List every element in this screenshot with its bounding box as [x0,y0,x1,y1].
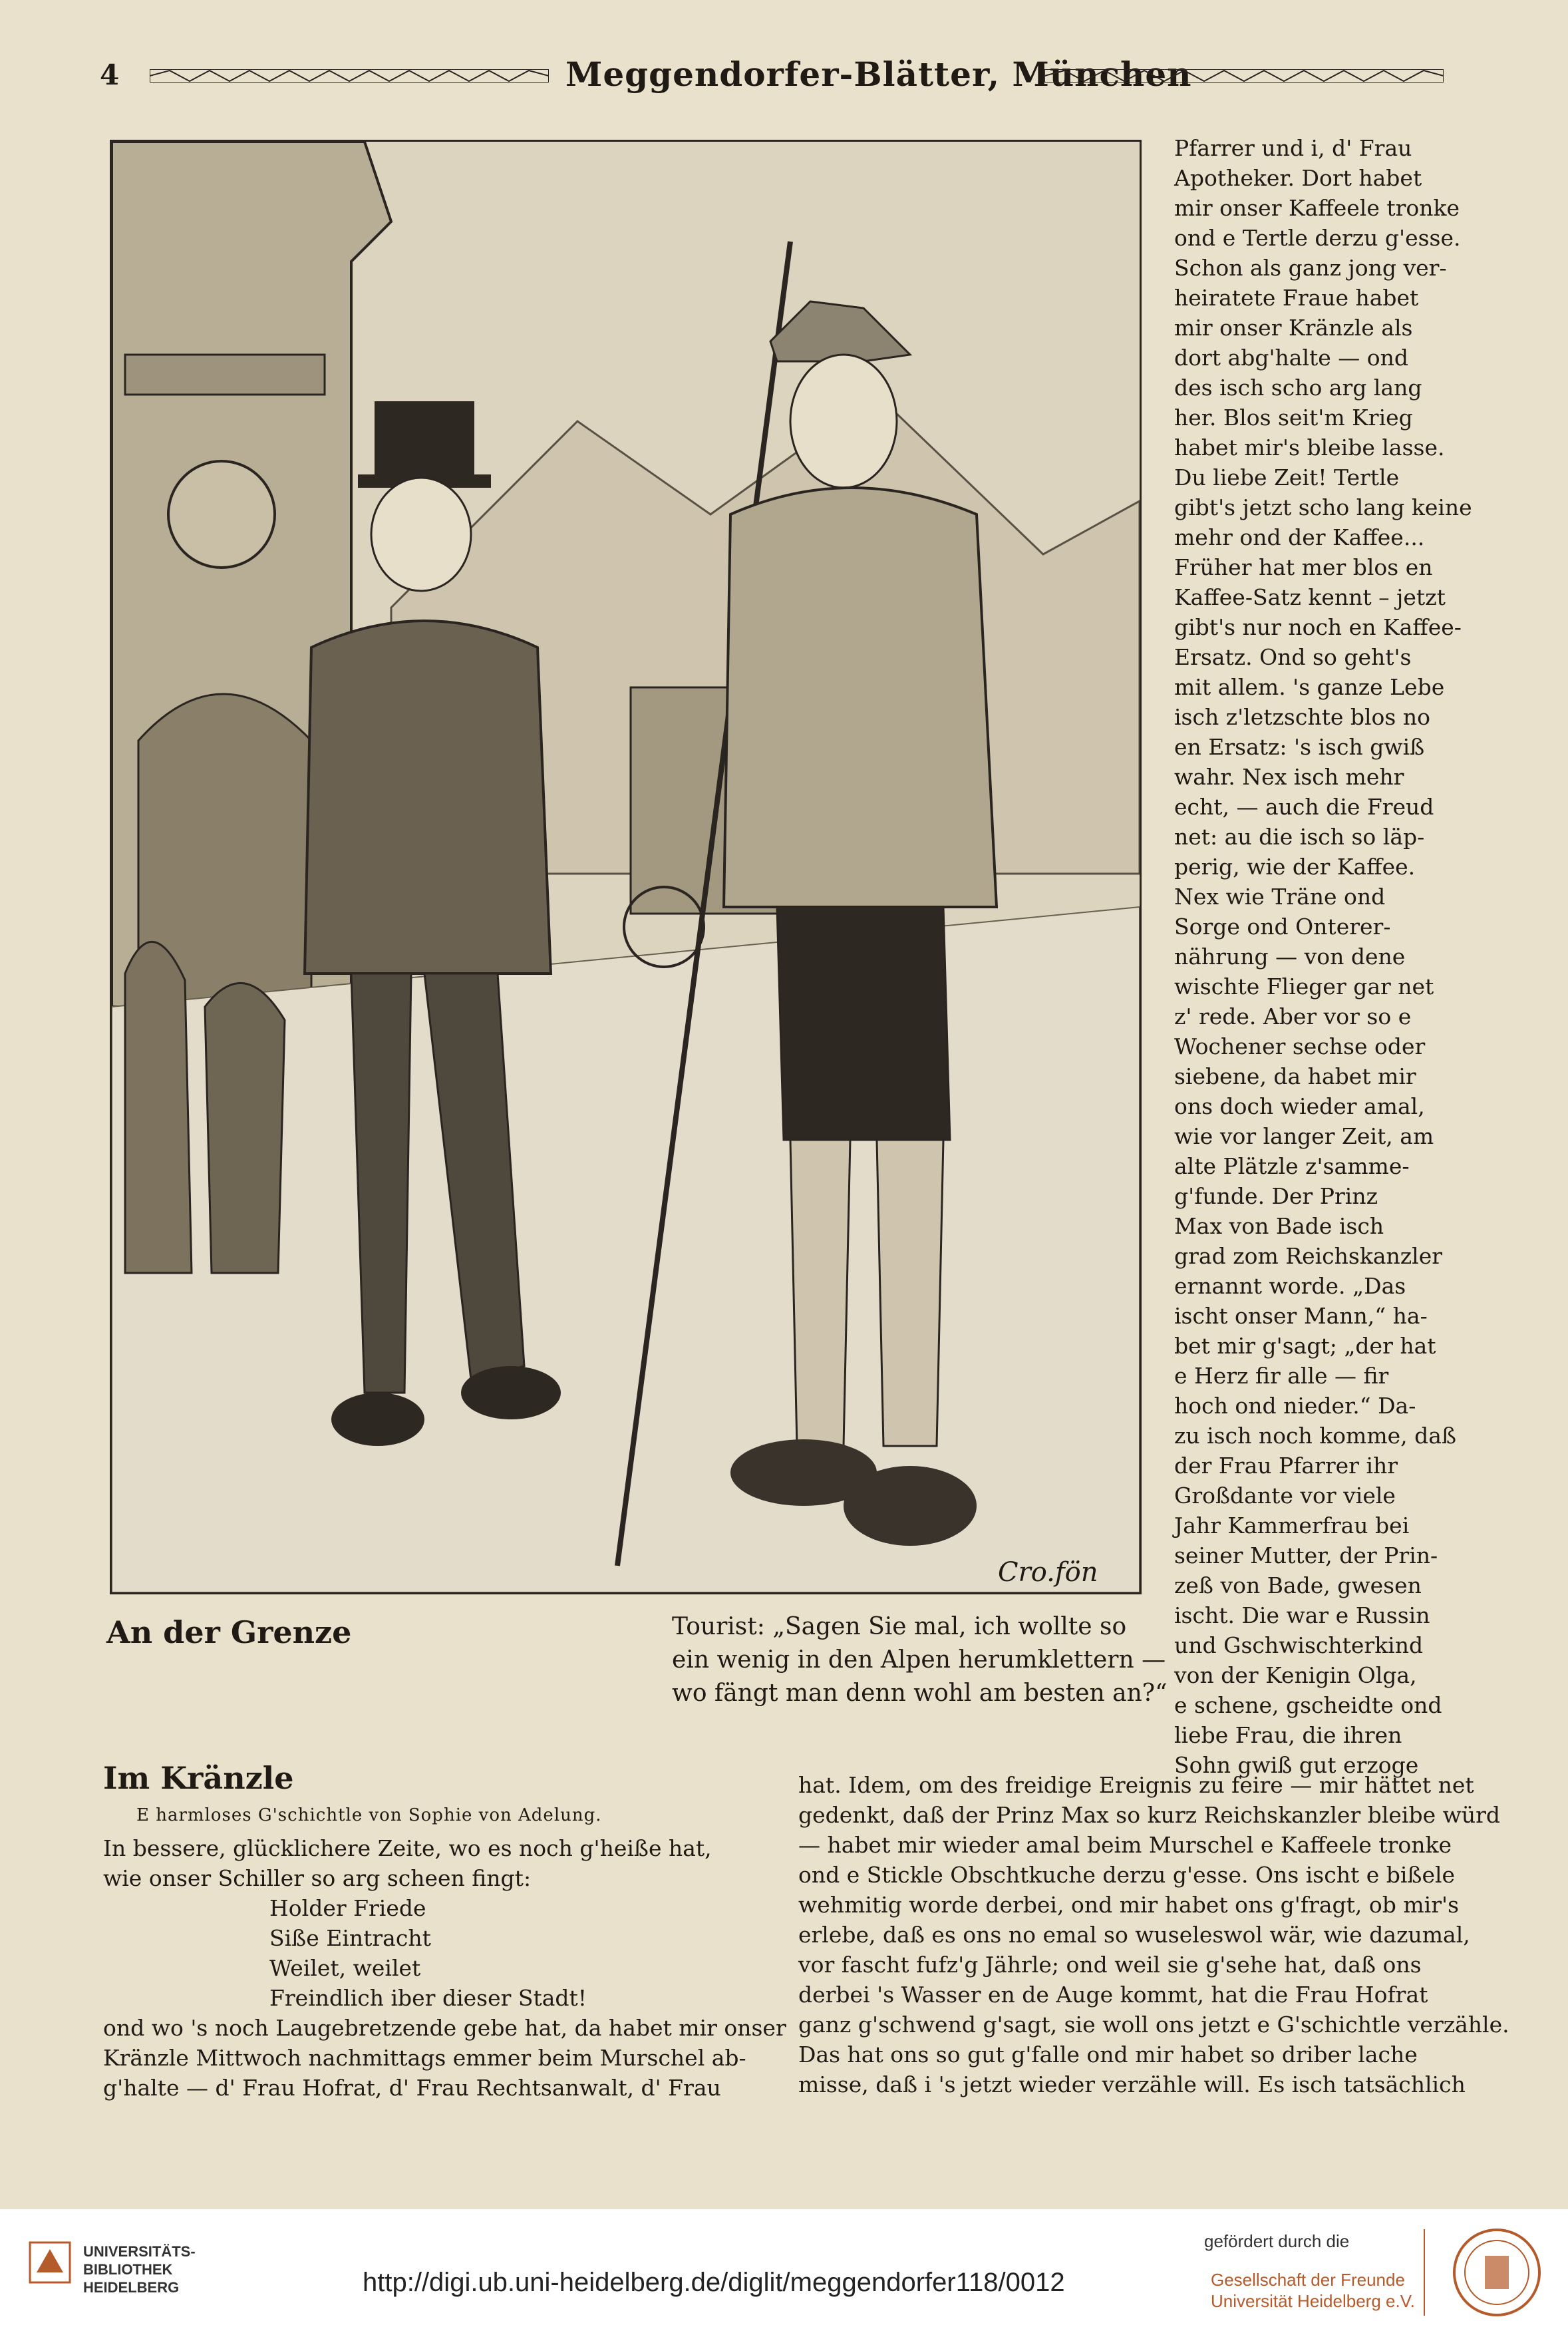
caption-line: ein wenig in den Alpen herumklettern — [672,1646,1166,1674]
story-body [103,1833,786,2103]
column-line: seiner Mutter, der Prin- [1174,1542,1438,1568]
column-line: gibt's nur noch en Kaffee- [1174,614,1462,640]
column-line: Früher hat mer blos en [1174,554,1433,580]
story-line: wie onser Schiller so arg scheen fingt: [103,1865,532,1891]
artist-signature: Cro.fön [998,1557,1098,1588]
cartoon-caption-dialog [672,1610,1168,1710]
column-line: hoch ond nieder.“ Da- [1174,1393,1416,1419]
column-line: Kaffee-Satz kennt – jetzt [1174,584,1446,610]
column-line: erlebe, daß es ons no emal so wuseleswol wär, wie dazumal, [798,1922,1470,1948]
digitization-footer [0,2209,1568,2331]
column-line: Apotheker. Dort habet [1174,165,1422,191]
column-line: der Frau Pfarrer ihr [1174,1453,1398,1479]
poem-line: Weilet, weilet [269,1955,421,1981]
library-name-line: BIBLIOTHEK [83,2261,173,2278]
column-line: Ersatz. Ond so geht's [1174,644,1412,670]
column-line: zeß von Bade, gwesen [1174,1572,1422,1598]
bottom-right-text-column [798,1770,1509,2099]
column-line: wehmitig worde derbei, ond mir habet ons g'fragt, ob mir's [798,1892,1460,1918]
column-line: von der Kenigin Olga, [1174,1662,1417,1688]
cartoon-drawing [112,142,1140,1592]
column-line: Jahr Kammerfrau bei [1174,1513,1410,1538]
right-text-column [1174,133,1472,1780]
column-line: heiratete Fraue habet [1174,285,1419,311]
poem-line: Siße Eintracht [269,1925,431,1951]
sponsor-name [1211,2269,1415,2312]
column-line: e schene, gscheidte ond [1174,1692,1442,1718]
permalink-url[interactable]: http://digi.ub.uni-heidelberg.de/diglit/meggendorfer118/0012 [363,2268,1065,2297]
column-line: Nex wie Träne ond [1174,884,1386,910]
column-line: ernannt worde. „Das [1174,1273,1406,1299]
column-line: habet mir's bleibe lasse. [1174,435,1445,460]
poem-line: Holder Friede [269,1895,426,1921]
column-line: alte Plätzle z'samme- [1174,1153,1410,1179]
column-line: en Ersatz: 's isch gwiß [1174,734,1425,760]
column-line: nährung — von dene [1174,944,1406,970]
university-seal-icon [1450,2226,1543,2319]
column-line: mir onser Kaffeele tronke [1174,195,1460,221]
column-line: siebene, da habet mir [1174,1063,1416,1089]
sponsor-name-line: Universität Heidelberg e.V. [1211,2291,1415,2311]
story-line: g'halte — d' Frau Hofrat, d' Frau Rechtsanwalt, d' Frau [103,2075,721,2101]
column-line: und Gschwischterkind [1174,1632,1424,1658]
column-line: mit allem. 's ganze Lebe [1174,674,1445,700]
story-byline: E harmloses G'schichtle von Sophie von Adelung. [136,1805,602,1825]
story-line: In bessere, glücklichere Zeite, wo es noch g'heiße hat, [103,1835,712,1861]
story-line: Kränzle Mittwoch nachmittags emmer beim Murschel ab- [103,2045,746,2071]
column-line: derbei 's Wasser en de Auge kommt, hat die Frau Hofrat [798,1982,1428,2008]
footer-divider [1424,2229,1425,2316]
column-line: Schon als ganz jong ver- [1174,255,1447,281]
column-line: Pfarrer und i, d' Frau [1174,135,1412,161]
column-line: Sohn gwiß gut erzoge [1174,1752,1419,1778]
column-line: mir onser Kränzle als [1174,315,1413,341]
column-line: Das hat ons so gut g'falle ond mir habet so driber lache [798,2042,1418,2067]
column-line: mehr ond der Kaffee... [1174,524,1425,550]
column-line: Wochener sechse oder [1174,1033,1426,1059]
header-ornament-left [150,69,549,83]
column-line: perig, wie der Kaffee. [1174,854,1416,880]
column-line: wie vor langer Zeit, am [1174,1123,1434,1149]
column-line: ond e Stickle Obschtkuche derzu g'esse. Ons ischt e bißele [798,1862,1456,1888]
cartoon-illustration [110,140,1142,1594]
column-line: wahr. Nex isch mehr [1174,764,1404,790]
caption-line: wo fängt man denn wohl am besten an?“ [672,1680,1168,1707]
column-line: zu isch noch komme, daß [1174,1423,1456,1449]
masthead-title: Meggendorfer-Blätter, München [565,55,1192,94]
column-line: hat. Idem, om des freidige Ereignis zu feire — mir hättet net [798,1772,1474,1798]
column-line: ganz g'schwend g'sagt, sie woll ons jetzt e G'schichtle verzähle. [798,2012,1509,2038]
column-line: g'funde. Der Prinz [1174,1183,1378,1209]
column-line: Sorge ond Onterer- [1174,914,1391,940]
column-line: ons doch wieder amal, [1174,1093,1425,1119]
library-name-line: HEIDELBERG [83,2279,180,2296]
column-line: net: au die isch so läp- [1174,824,1425,850]
university-library-logo-icon [27,2239,73,2286]
column-line: gibt's jetzt scho lang keine [1174,494,1472,520]
sponsor-name-line: Gesellschaft der Freunde [1211,2270,1405,2290]
story-title: Im Kränzle [103,1760,294,1796]
page-number: 4 [100,59,120,91]
column-line: echt, — auch die Freud [1174,794,1434,820]
column-line: gedenkt, daß der Prinz Max so kurz Reichskanzler bleibe würd [798,1802,1501,1828]
column-line: bet mir g'sagt; „der hat [1174,1333,1436,1359]
column-line: des isch scho arg lang [1174,375,1422,401]
library-name-line: UNIVERSITÄTS- [83,2243,196,2260]
cartoon-caption-title: An der Grenze [106,1614,352,1650]
column-line: liebe Frau, die ihren [1174,1722,1402,1748]
column-line: ond e Tertle derzu g'esse. [1174,225,1461,251]
column-line: — habet mir wieder amal beim Murschel e Kaffeele tronke [798,1832,1452,1858]
header-ornament-right [1044,69,1444,83]
caption-line: Tourist: „Sagen Sie mal, ich wollte so [672,1613,1127,1640]
poem-line: Freindlich iber dieser Stadt! [269,1985,587,2011]
column-line: grad zom Reichskanzler [1174,1243,1442,1269]
column-line: ischt. Die war e Russin [1174,1602,1430,1628]
sponsor-label: gefördert durch die [1204,2231,1350,2251]
column-line: e Herz fir alle — fir [1174,1363,1389,1389]
column-line: isch z'letzschte blos no [1174,704,1430,730]
column-line: ischt onser Mann,“ ha- [1174,1303,1428,1329]
column-line: misse, daß i 's jetzt wieder verzähle will. Es isch tatsächlich [798,2071,1466,2097]
column-line: dort abg'halte — ond [1174,345,1409,371]
column-line: Max von Bade isch [1174,1213,1384,1239]
column-line: Großdante vor viele [1174,1483,1396,1509]
column-line: Du liebe Zeit! Tertle [1174,464,1400,490]
column-line: z' rede. Aber vor so e [1174,1003,1412,1029]
column-line: wischte Flieger gar net [1174,974,1434,999]
story-line: ond wo 's noch Laugebretzende gebe hat, da habet mir onser [103,2015,786,2041]
library-name [83,2242,196,2296]
column-line: her. Blos seit'm Krieg [1174,405,1413,431]
column-line: vor fascht fufz'g Jährle; ond weil sie g'sehe hat, daß ons [798,1952,1422,1978]
